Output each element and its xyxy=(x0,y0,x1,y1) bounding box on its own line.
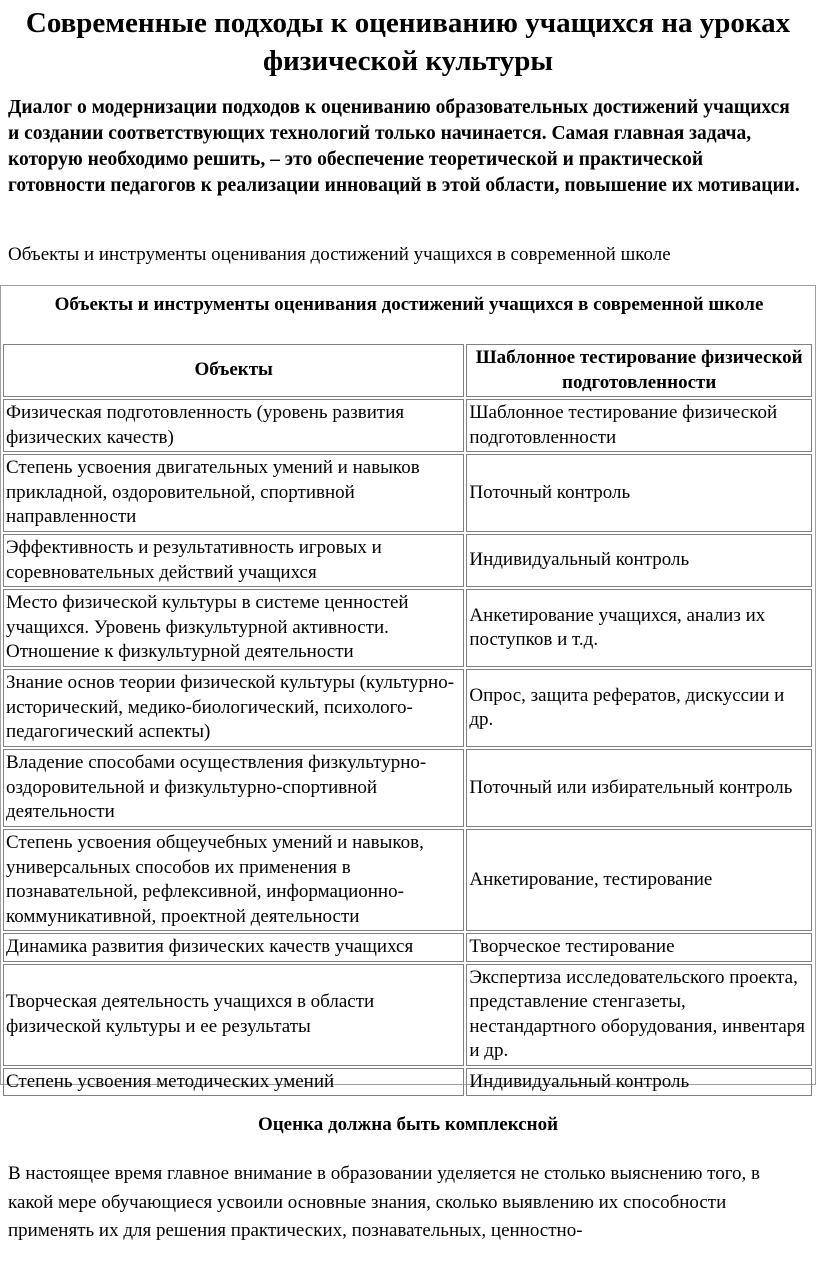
object-cell: Место физической культуры в системе ценностей учащихся. Уровень физкультурной активности. Отношение к физкультурной деятельности xyxy=(3,589,464,667)
document-title: Современные подходы к оцениванию учащихся на уроках физической культуры xyxy=(25,7,791,77)
object-cell: Эффективность и результативность игровых и соревновательных действий учащихся xyxy=(3,534,464,587)
tool-cell: Поточный контроль xyxy=(466,454,812,532)
table-row xyxy=(3,829,812,931)
table-row xyxy=(3,669,812,747)
object-cell: Динамика развития физических качеств учащихся xyxy=(3,933,464,962)
object-cell: Знание основ теории физической культуры (культурно-исторический, медико-биологический, психолого-педагогический аспекты) xyxy=(3,669,464,747)
table-row xyxy=(3,399,812,452)
table-row xyxy=(3,589,812,667)
tool-cell: Анкетирование, тестирование xyxy=(466,829,812,931)
tool-cell: Поточный или избирательный контроль xyxy=(466,749,812,827)
header-objects: Объекты xyxy=(3,344,464,397)
lead-paragraph: Диалог о модернизации подходов к оцениванию образовательных достижений учащихся и создании соответствующих технологий только начинается. Самая главная задача, которую необходимо решить, – это обеспечение теоретической и практической готовности педагогов к реализации инноваций в этой области, повышение их мотивации. xyxy=(8,97,800,196)
tool-cell: Индивидуальный контроль xyxy=(466,1068,812,1097)
body-paragraph: В настоящее время главное внимание в образовании уделяется не столько выяснению того, в какой мере обучающиеся усвоили основные знания, сколько выявлению их способности применять их для решения практических, познавательных, ценностно- xyxy=(8,1163,761,1241)
object-cell: Степень усвоения двигательных умений и навыков прикладной, оздоровительной, спортивной направленности xyxy=(3,454,464,532)
tool-cell: Индивидуальный контроль xyxy=(466,534,812,587)
table-header-row xyxy=(3,344,812,397)
table-row xyxy=(3,1068,812,1097)
table-row xyxy=(3,749,812,827)
tool-cell: Творческое тестирование xyxy=(466,933,812,962)
object-cell: Степень усвоения общеучебных умений и навыков, универсальных способов их применения в познавательной, рефлексивной, информационно-коммуникативной, проектной деятельности xyxy=(3,829,464,931)
tool-cell: Анкетирование учащихся, анализ их поступков и т.д. xyxy=(466,589,812,667)
table-caption: Объекты и инструменты оценивания достижений учащихся в современной школе xyxy=(8,244,671,265)
tool-cell: Экспертиза исследовательского проекта, представление стенгазеты, нестандартного оборудования, инвентаря и др. xyxy=(466,964,812,1066)
section-subheading: Оценка должна быть комплексной xyxy=(257,1114,559,1135)
table-row xyxy=(3,454,812,532)
assessment-table xyxy=(1,342,814,1098)
table-row xyxy=(3,964,812,1066)
object-cell: Владение способами осуществления физкультурно-оздоровительной и физкультурно-спортивной деятельности xyxy=(3,749,464,827)
table-row xyxy=(3,534,812,587)
tool-cell: Шаблонное тестирование физической подготовленности xyxy=(466,399,812,452)
object-cell: Физическая подготовленность (уровень развития физических качеств) xyxy=(3,399,464,452)
tool-cell: Опрос, защита рефератов, дискуссии и др. xyxy=(466,669,812,747)
table-row xyxy=(3,933,812,962)
object-cell: Творческая деятельность учащихся в области физической культуры и ее результаты xyxy=(3,964,464,1066)
object-cell: Степень усвоения методических умений xyxy=(3,1068,464,1097)
header-tools: Шаблонное тестирование физической подготовленности xyxy=(466,344,812,397)
table-title: Объекты и инструменты оценивания достижений учащихся в современной школе xyxy=(54,294,764,315)
